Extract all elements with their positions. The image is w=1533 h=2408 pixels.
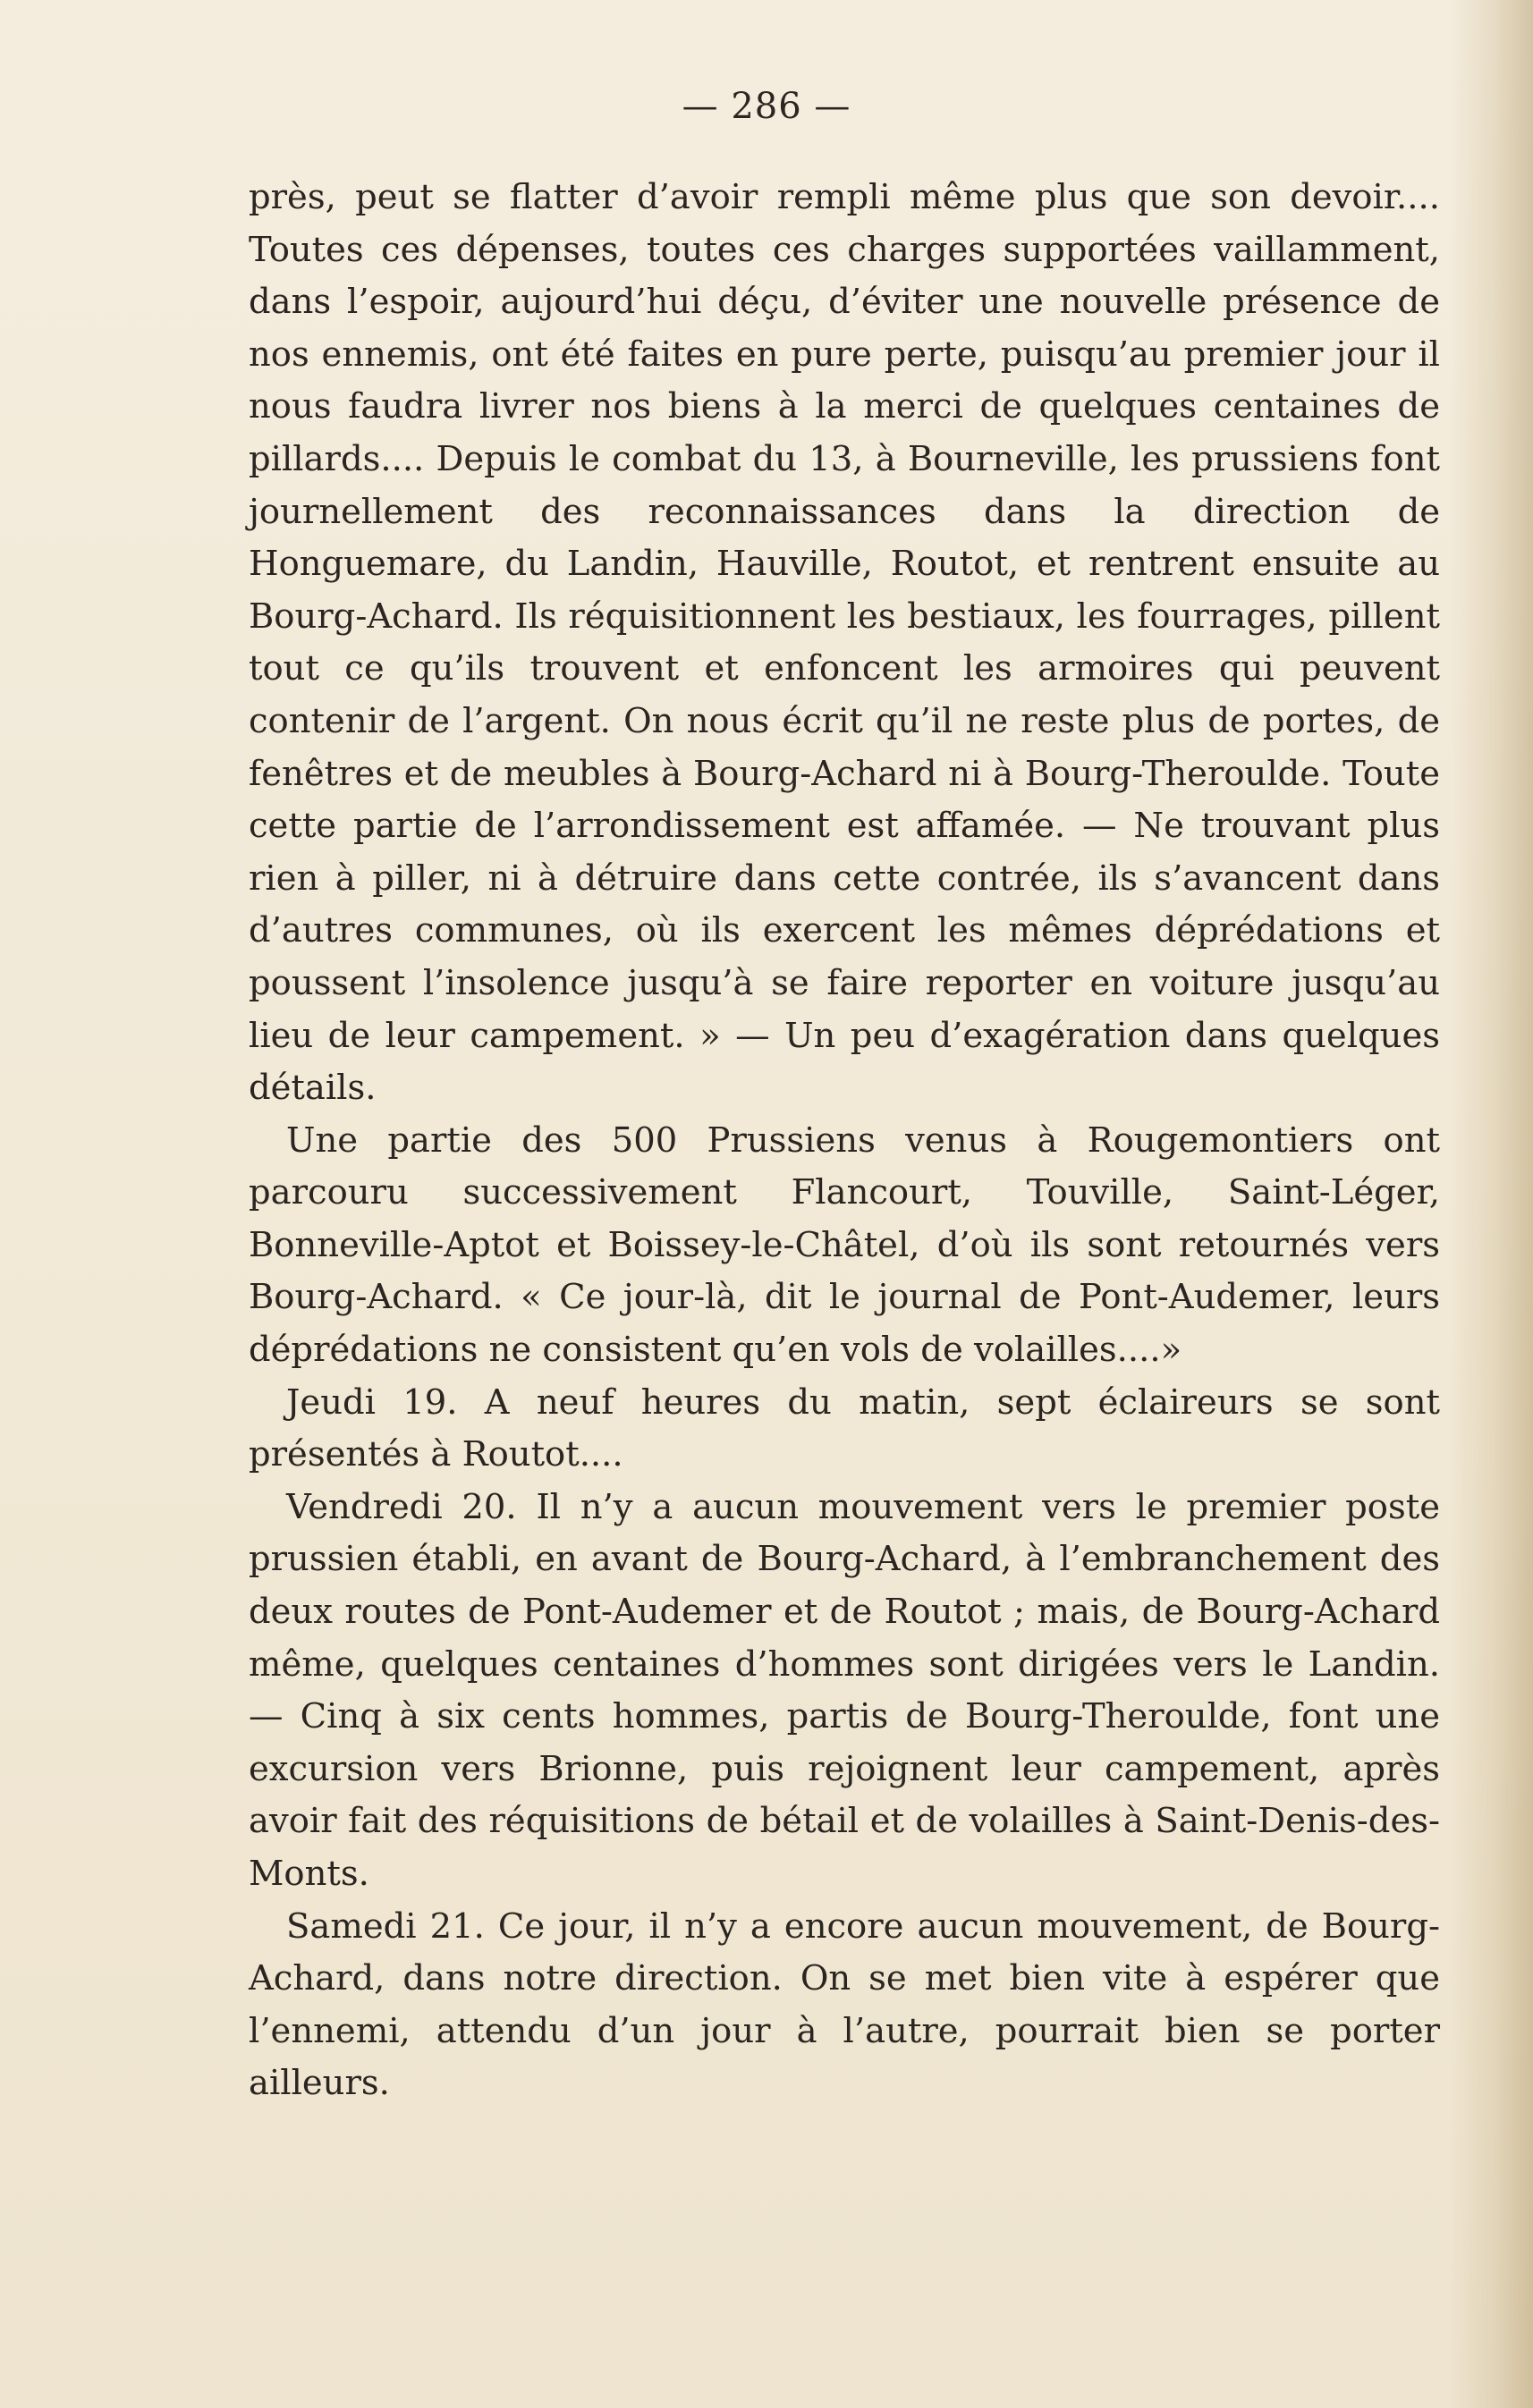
paragraph-samedi-21: Samedi 21. Ce jour, il n’y a encore aucun mouvement, de Bourg-Achard, dans notre direction. On se met bien vite à espérer que l’ennemi, attendu d’un jour à l’autre, pourrait bien se porter ailleurs. [249,1905,1440,2104]
paragraph-prussian-raid: Une partie des 500 Prussiens venus à Rougemontiers ont parcouru successivement Flancourt, Touville, Saint-Léger, Bonneville-Aptot et Boissey-le-Châtel, d’où ils sont retournés vers Bourg-Achard. « Ce jour-là, dit le journal de Pont-Audemer, leurs déprédations ne consistent qu’en vols de volailles....» [249,1120,1440,1371]
page-number: — 286 — [682,86,851,127]
paragraph-continuation: près, peut se flatter d’avoir rempli même plus que son devoir.... Toutes ces dépenses, toutes ces charges supportées vaillamment, dans l’espoir, aujourd’hui déçu, d’éviter une nouvelle présence de nos ennemis, ont été faites en pure perte, puisqu’au premier jour il nous faudra livrer nos biens à la merci de quelques centaines de pillards.... Depuis le combat du 13, à Bourneville, les prussiens font journellement des reconnaissances dans la direction de Honguemare, du Landin, Hauville, Routot, et rentrent ensuite au Bourg-Achard. Ils réquisitionnent les bestiaux, les fourrages, pillent tout ce qu’ils trouvent et enfoncent les armoires qui peuvent contenir de l’argent. On nous écrit qu’il ne reste plus de portes, de fenêtres et de meubles à Bourg-Achard ni à Bourg-Theroulde. Toute cette partie de l’arrondissement est affamée. — Ne trouvant plus rien à piller, ni à détruire dans cette contrée, ils s’avancent dans d’autres communes, où ils exercent les mêmes déprédations et poussent l’insolence jusqu’à se faire reporter en voiture jusqu’au lieu de leur campement. » — Un peu d’exagération dans quelques détails. [249,177,1440,1109]
paragraph-vendredi-20: Vendredi 20. Il n’y a aucun mouvement vers le premier poste prussien établi, en avant de Bourg-Achard, à l’embranchement des deux routes de Pont-Audemer et de Routot ; mais, de Bourg-Achard même, quelques centaines d’hommes sont dirigées vers le Landin. — Cinq à six cents hommes, partis de Bourg-Theroulde, font une excursion vers Brionne, puis rejoignent leur campement, après avoir fait des réquisitions de bétail et de volailles à Saint-Denis-des-Monts. [249,1486,1440,1894]
body-text [249,172,1440,2110]
paragraph-jeudi-19: Jeudi 19. A neuf heures du matin, sept éclaireurs se sont présentés à Routot.... [249,1381,1440,1475]
